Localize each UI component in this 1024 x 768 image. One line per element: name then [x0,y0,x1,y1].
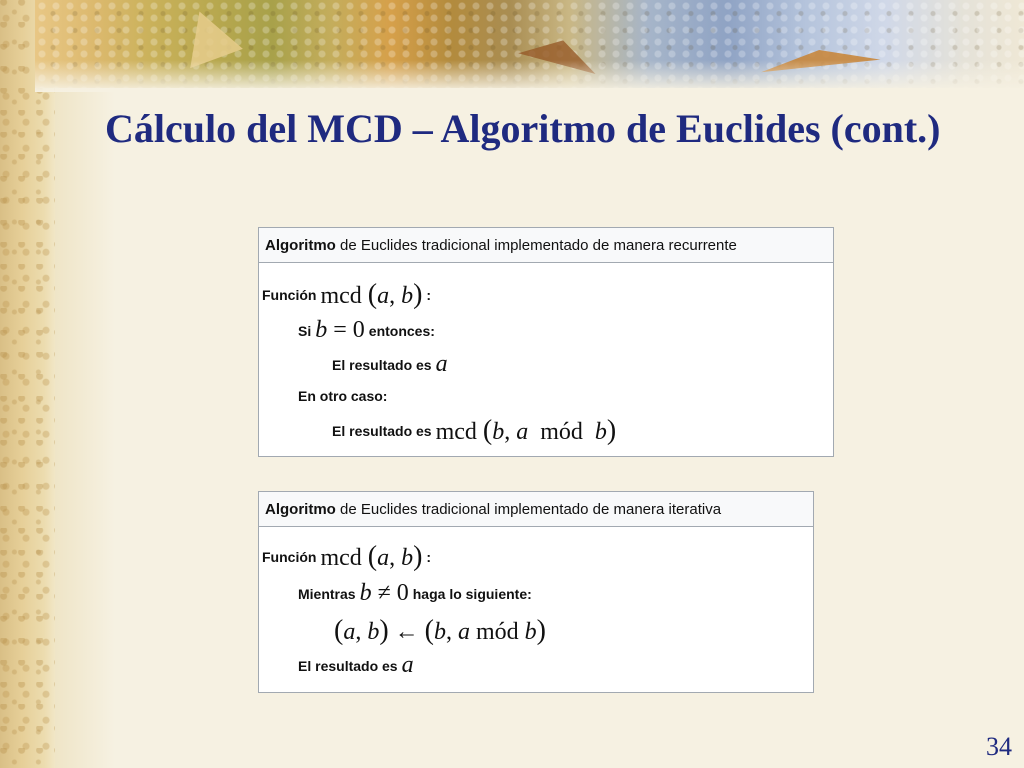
iterative-algorithm-box [258,491,814,693]
header-text: de Euclides tradicional implementado de manera recurrente [335,237,737,254]
si-label: Si [298,322,312,339]
otro-caso-label: En otro caso: [298,388,388,404]
otro-caso-line [298,388,387,404]
math-mcd-signature: mcd (a, b) [320,541,423,572]
recursive-algorithm-box [258,227,834,457]
math-b-equals-zero: b = 0 [315,317,365,343]
mientras-suffix: haga lo siguiente: [412,585,532,602]
si-line [298,317,435,344]
slide-title: Cálculo del MCD – Algoritmo de Euclides (cont.) [105,106,941,151]
banner-fade [35,60,1024,92]
funcion-line [262,279,431,311]
funcion-colon: : [426,549,432,565]
assignment-line [330,615,550,647]
resultado-a-line [298,652,418,679]
funcion-line [262,541,431,573]
mientras-label: Mientras [298,585,356,602]
math-a: a [435,351,448,377]
math-mcd-signature: mcd (a, b) [320,279,423,310]
header-text: de Euclides tradicional implementado de manera iterativa [335,501,722,518]
page-number: 34 [986,732,1012,761]
iterative-box-header [259,492,813,527]
math-mcd-recursive-call: mcd (b, a mód b) [435,415,617,446]
si-suffix: entonces: [368,322,435,339]
header-bold-word: Algoritmo [265,237,336,254]
parchment-left-strip [0,0,55,768]
funcion-label: Función [262,549,317,565]
mientras-line [298,580,532,607]
resultado-mcd-line [332,415,620,447]
math-a: a [401,652,414,678]
resultado-a-line [332,351,452,378]
resultado-label: El resultado es [332,423,432,439]
funcion-colon: : [426,287,432,303]
resultado-label: El resultado es [332,356,432,373]
resultado-label: El resultado es [298,657,398,674]
recursive-box-header [259,228,833,263]
math-b-not-zero: b ≠ 0 [359,580,409,606]
funcion-label: Función [262,287,317,303]
header-bold-word: Algoritmo [265,501,336,518]
math-tuple-assignment: (a, b) ← (b, a mód b) [334,615,546,646]
